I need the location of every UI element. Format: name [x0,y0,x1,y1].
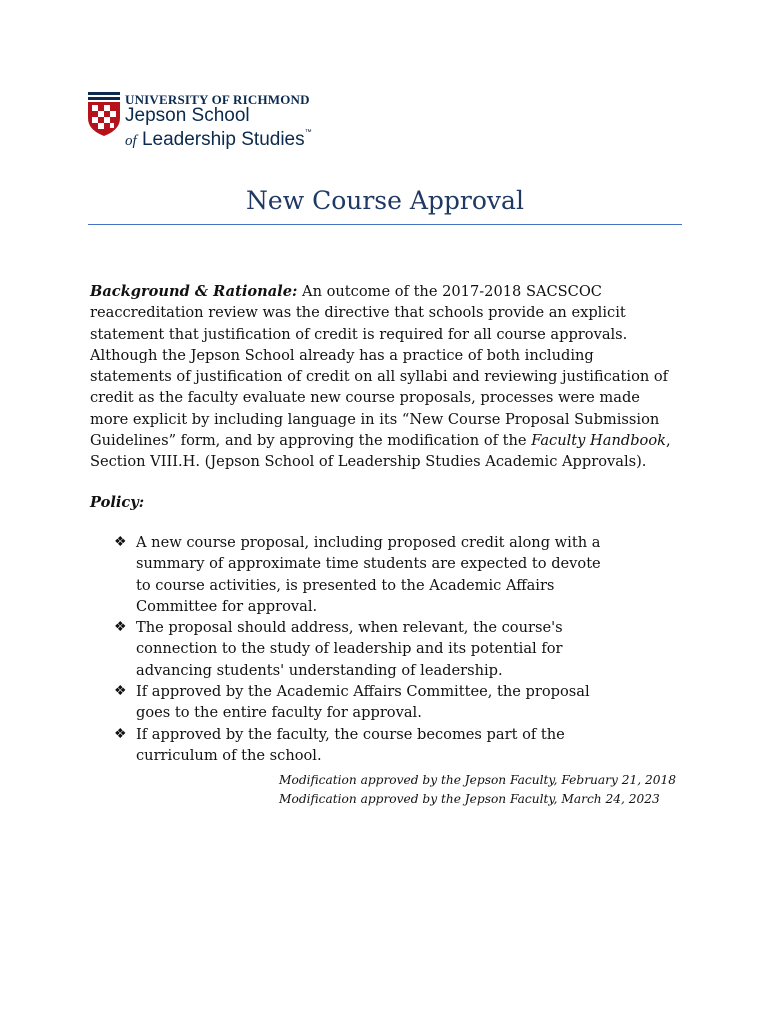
list-item [114,617,634,681]
list-item-text: A new course proposal, including proposed credit along with a summary of approximate time students are expected to devote to course activities, is presented to the Academic Affairs Committee for approval. [136,534,601,615]
list-item-text: The proposal should address, when relevant, the course's connection to the study of leadership and its potential for advancing students' understanding of leadership. [136,619,563,679]
modification-note: Modification approved by the Jepson Faculty, February 21, 2018 [279,773,676,787]
background-label: Background & Rationale: [90,283,298,300]
policy-list [114,532,634,766]
page-title: New Course Approval [246,186,524,215]
modification-note: Modification approved by the Jepson Faculty, March 24, 2023 [279,792,660,806]
university-logo [88,92,328,154]
logo-university-name: UNIVERSITY OF RICHMOND [125,92,310,107]
list-item [114,681,634,724]
list-item [114,724,634,767]
logo-leadership-studies: Leadership Studies [136,129,305,150]
diamond-bullet-icon: ❖ [114,725,127,742]
list-item-text: If approved by the Academic Affairs Committee, the proposal goes to the entire faculty for approval. [136,683,590,722]
logo-of: of [125,133,137,149]
list-item-text: If approved by the faculty, the course becomes part of the curriculum of the school. [136,725,565,764]
background-text-1: An outcome of the 2017-2018 SACSCOC reaccreditation review was the directive that schools provide an explicit statement that justification of credit is required for all course approvals. Although the Jepson School already has a practice of both including statements of justification of credit on all syllabi and reviewing justification of credit as the faculty evaluate new course proposals, processes were made more explicit by including language in its “New Course Proposal Submission Guidelines” form, and by approving the modification of the [90,283,669,450]
diamond-bullet-icon: ❖ [114,619,127,636]
diamond-bullet-icon: ❖ [114,683,127,700]
modification-notes [279,771,676,809]
title-divider [88,224,682,225]
diamond-bullet-icon: ❖ [114,534,127,550]
logo-school-subtitle [125,129,312,151]
shield-logo-icon [88,92,120,136]
background-text-2: , Section VIII.H. (Jepson School of Leadership Studies Academic Approvals). [90,432,671,471]
background-paragraph [90,281,690,473]
list-item [114,532,634,617]
background-text-italic: Faculty Handbook [531,432,666,450]
logo-trademark: ™ [304,129,312,136]
policy-heading: Policy: [90,494,145,511]
logo-school-name: Jepson School [125,105,250,126]
